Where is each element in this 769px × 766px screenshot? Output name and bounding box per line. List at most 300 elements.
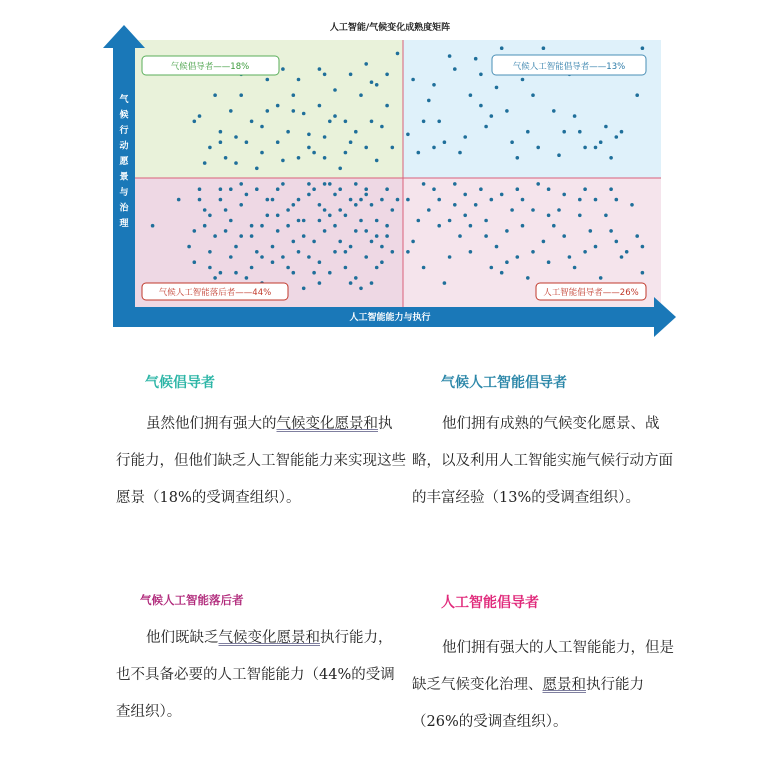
data-point xyxy=(219,198,223,202)
data-point xyxy=(354,203,358,207)
data-point xyxy=(328,120,332,124)
data-point xyxy=(417,219,421,223)
data-point xyxy=(364,229,368,233)
chart-title: 人工智能/气候变化成熟度矩阵 xyxy=(329,23,451,33)
data-point xyxy=(292,271,296,275)
data-point xyxy=(276,187,280,191)
body-text: 他们拥有成熟的气候变化愿景、战略，以及利用人工智能实施气候行动方面的丰富经验（13%的受调查组织）。 xyxy=(412,416,673,506)
data-point xyxy=(281,67,285,71)
data-point xyxy=(443,140,447,144)
data-point xyxy=(589,229,593,233)
data-point xyxy=(453,67,457,71)
data-point xyxy=(307,193,311,197)
data-point xyxy=(260,151,264,155)
data-point xyxy=(609,156,613,160)
data-point xyxy=(297,250,301,254)
data-point xyxy=(266,109,270,113)
section-ai-climate-leaders xyxy=(441,372,721,392)
data-point xyxy=(380,125,384,129)
data-point xyxy=(245,193,249,197)
data-point xyxy=(292,109,296,113)
data-point xyxy=(193,120,197,124)
data-point xyxy=(552,109,556,113)
data-point xyxy=(286,266,290,270)
data-point xyxy=(312,187,316,191)
section-title: 气候倡导者 xyxy=(145,375,215,391)
section-ai-leaders-body xyxy=(412,630,674,741)
data-point xyxy=(375,266,379,270)
body-emphasis: 愿景和 xyxy=(542,677,586,693)
data-point xyxy=(354,182,358,186)
data-point xyxy=(281,159,285,163)
data-point xyxy=(312,151,316,155)
body-text-rest: 执行能力，但他们缺乏人工智能能力来实现这些愿景（18%的受调查组织）。 xyxy=(116,416,406,506)
data-point xyxy=(380,260,384,264)
data-point xyxy=(318,219,322,223)
x-axis-label: 人工智能能力与执行 xyxy=(349,313,431,323)
data-point xyxy=(286,224,290,228)
data-point xyxy=(219,130,223,134)
data-point xyxy=(359,93,363,97)
data-point xyxy=(437,120,441,124)
data-point xyxy=(151,224,155,228)
data-point xyxy=(521,224,525,228)
data-point xyxy=(495,86,499,90)
data-point xyxy=(375,234,379,238)
data-point xyxy=(281,182,285,186)
data-point xyxy=(229,109,233,113)
data-point xyxy=(250,224,254,228)
data-point xyxy=(302,112,306,116)
data-point xyxy=(526,276,530,280)
data-point xyxy=(323,73,327,77)
data-point xyxy=(547,260,551,264)
data-point xyxy=(479,187,483,191)
data-point xyxy=(307,255,311,259)
data-point xyxy=(292,240,296,244)
data-point xyxy=(604,125,608,129)
data-point xyxy=(255,167,259,171)
data-point xyxy=(286,130,290,134)
data-point xyxy=(370,281,374,285)
section-title: 气候人工智能落后者 xyxy=(140,593,244,607)
data-point xyxy=(474,203,478,207)
data-point xyxy=(380,245,384,249)
data-point xyxy=(333,88,337,92)
data-point xyxy=(297,198,301,202)
data-point xyxy=(271,198,275,202)
section-ai-climate-leaders-body xyxy=(412,406,674,517)
data-point xyxy=(406,198,410,202)
data-point xyxy=(557,153,561,157)
data-point xyxy=(224,229,228,233)
data-point xyxy=(396,198,400,202)
data-point xyxy=(458,234,462,238)
label-climate-leaders: 气候倡导者——18% xyxy=(170,62,250,72)
data-point xyxy=(505,109,509,113)
data-point xyxy=(312,240,316,244)
data-point xyxy=(260,255,264,259)
data-point xyxy=(484,234,488,238)
data-point xyxy=(604,214,608,218)
data-point xyxy=(427,208,431,212)
data-point xyxy=(302,219,306,223)
data-point xyxy=(411,240,415,244)
data-point xyxy=(432,146,436,150)
data-point xyxy=(286,208,290,212)
data-point xyxy=(318,67,322,71)
data-point xyxy=(375,83,379,87)
data-point xyxy=(490,266,494,270)
data-point xyxy=(385,187,389,191)
data-point xyxy=(271,245,275,249)
data-point xyxy=(609,229,613,233)
data-point xyxy=(542,240,546,244)
data-point xyxy=(406,250,410,254)
data-point xyxy=(406,133,410,137)
data-point xyxy=(208,266,212,270)
data-point xyxy=(422,120,426,124)
data-point xyxy=(531,208,535,212)
data-point xyxy=(239,182,243,186)
data-point xyxy=(599,140,603,144)
data-point xyxy=(338,208,342,212)
data-point xyxy=(463,193,467,197)
data-point xyxy=(219,187,223,191)
data-point xyxy=(276,214,280,218)
data-point xyxy=(562,130,566,134)
data-point xyxy=(573,266,577,270)
data-point xyxy=(338,240,342,244)
data-point xyxy=(307,133,311,137)
body-text: 他们拥有强大的人工智能能力，但是缺乏气候变化治理、 xyxy=(412,640,674,693)
section-body xyxy=(116,620,406,731)
data-point xyxy=(635,93,639,97)
data-point xyxy=(463,135,467,139)
data-point xyxy=(594,146,598,150)
data-point xyxy=(385,73,389,77)
data-point xyxy=(292,203,296,207)
data-point xyxy=(531,93,535,97)
body-text: 虽然他们拥有强大的 xyxy=(146,416,277,432)
data-point xyxy=(177,198,181,202)
data-point xyxy=(260,224,264,228)
data-point xyxy=(370,203,374,207)
data-point xyxy=(453,182,457,186)
data-point xyxy=(266,214,270,218)
data-point xyxy=(609,187,613,191)
label-ai-climate-laggards: 气候人工智能落后者——44% xyxy=(158,288,272,298)
data-point xyxy=(198,187,202,191)
data-point xyxy=(594,245,598,249)
data-point xyxy=(203,161,207,165)
data-point xyxy=(239,93,243,97)
data-point xyxy=(364,62,368,66)
data-point xyxy=(245,140,249,144)
data-point xyxy=(349,140,353,144)
data-point xyxy=(333,250,337,254)
data-point xyxy=(432,187,436,191)
data-point xyxy=(344,151,348,155)
section-ai-climate-laggards xyxy=(140,592,400,608)
data-point xyxy=(526,130,530,134)
data-point xyxy=(229,219,233,223)
data-point xyxy=(359,287,363,291)
data-point xyxy=(552,224,556,228)
data-point xyxy=(443,281,447,285)
data-point xyxy=(266,78,270,82)
data-point xyxy=(630,203,634,207)
data-point xyxy=(364,193,368,197)
data-point xyxy=(500,46,504,50)
data-point xyxy=(344,120,348,124)
data-point xyxy=(344,250,348,254)
data-point xyxy=(531,250,535,254)
y-axis-bar xyxy=(113,46,135,326)
data-point xyxy=(354,229,358,233)
data-point xyxy=(318,260,322,264)
data-point xyxy=(500,193,504,197)
data-point xyxy=(224,208,228,212)
data-point xyxy=(234,135,238,139)
data-point xyxy=(359,219,363,223)
data-point xyxy=(536,146,540,150)
data-point xyxy=(625,250,629,254)
data-point xyxy=(213,234,217,238)
data-point xyxy=(219,140,223,144)
data-point xyxy=(547,214,551,218)
data-point xyxy=(198,198,202,202)
data-point xyxy=(370,80,374,84)
data-point xyxy=(380,198,384,202)
data-point xyxy=(391,208,395,212)
x-axis-arrow-head xyxy=(654,297,676,337)
data-point xyxy=(307,182,311,186)
body-text-rest: 执行能力（26%的受调查组织）。 xyxy=(412,677,644,730)
body-emphasis: 气候变化愿景和 xyxy=(276,416,378,432)
data-point xyxy=(463,214,467,218)
data-point xyxy=(323,229,327,233)
data-point xyxy=(229,187,233,191)
data-point xyxy=(599,276,603,280)
data-point xyxy=(385,224,389,228)
data-point xyxy=(250,120,254,124)
data-point xyxy=(213,276,217,280)
data-point xyxy=(583,250,587,254)
data-point xyxy=(615,135,619,139)
section-title: 气候人工智能倡导者 xyxy=(441,375,567,391)
data-point xyxy=(536,182,540,186)
section-climate-leaders xyxy=(145,372,405,392)
data-point xyxy=(578,214,582,218)
data-point xyxy=(234,245,238,249)
data-point xyxy=(302,287,306,291)
data-point xyxy=(615,240,619,244)
data-point xyxy=(391,146,395,150)
data-point xyxy=(547,187,551,191)
data-point xyxy=(484,125,488,129)
data-point xyxy=(437,224,441,228)
data-point xyxy=(208,146,212,150)
data-point xyxy=(375,219,379,223)
data-point xyxy=(490,198,494,202)
data-point xyxy=(224,156,228,160)
data-point xyxy=(495,245,499,249)
data-point xyxy=(276,229,280,233)
data-point xyxy=(271,260,275,264)
data-point xyxy=(354,276,358,280)
data-point xyxy=(573,114,577,118)
data-point xyxy=(208,214,212,218)
body-emphasis: 气候变化愿景和 xyxy=(218,630,320,646)
data-point xyxy=(318,281,322,285)
data-point xyxy=(292,93,296,97)
data-point xyxy=(542,46,546,50)
data-point xyxy=(391,250,395,254)
data-point xyxy=(385,234,389,238)
data-point xyxy=(234,161,238,165)
data-point xyxy=(505,229,509,233)
data-point xyxy=(448,54,452,58)
data-point xyxy=(203,224,207,228)
data-point xyxy=(349,245,353,249)
data-point xyxy=(641,271,645,275)
data-point xyxy=(469,224,473,228)
data-point xyxy=(458,151,462,155)
data-point xyxy=(422,266,426,270)
data-point xyxy=(323,156,327,160)
data-point xyxy=(516,255,520,259)
data-point xyxy=(364,255,368,259)
data-point xyxy=(344,214,348,218)
section-body xyxy=(412,630,674,741)
data-point xyxy=(239,203,243,207)
data-point xyxy=(318,104,322,108)
data-point xyxy=(557,208,561,212)
section-title: 人工智能倡导者 xyxy=(441,595,539,611)
data-point xyxy=(349,198,353,202)
data-point xyxy=(583,146,587,150)
data-point xyxy=(469,93,473,97)
data-point xyxy=(328,271,332,275)
data-point xyxy=(297,156,301,160)
data-point xyxy=(193,229,197,233)
section-body xyxy=(116,406,406,517)
data-point xyxy=(198,114,202,118)
data-point xyxy=(490,114,494,118)
data-point xyxy=(328,182,332,186)
data-point xyxy=(516,187,520,191)
data-point xyxy=(333,193,337,197)
data-point xyxy=(411,78,415,82)
maturity-matrix-chart xyxy=(0,0,769,345)
data-point xyxy=(562,193,566,197)
data-point xyxy=(364,187,368,191)
data-point xyxy=(375,159,379,163)
data-point xyxy=(385,104,389,108)
data-point xyxy=(615,198,619,202)
data-point xyxy=(349,73,353,77)
data-point xyxy=(641,46,645,50)
data-point xyxy=(510,140,514,144)
data-point xyxy=(474,57,478,61)
data-point xyxy=(187,245,191,249)
data-point xyxy=(297,219,301,223)
data-point xyxy=(521,78,525,82)
section-ai-climate-laggards-body xyxy=(116,620,406,731)
data-point xyxy=(479,73,483,77)
data-point xyxy=(213,93,217,97)
section-climate-leaders-body xyxy=(116,406,406,517)
data-point xyxy=(245,276,249,280)
label-ai-leaders: 人工智能倡导者——26% xyxy=(543,288,639,298)
data-point xyxy=(364,146,368,150)
data-point xyxy=(359,198,363,202)
data-point xyxy=(448,255,452,259)
data-point xyxy=(260,125,264,129)
data-point xyxy=(276,140,280,144)
data-point xyxy=(641,245,645,249)
data-point xyxy=(328,214,332,218)
data-point xyxy=(318,203,322,207)
data-point xyxy=(344,266,348,270)
data-point xyxy=(516,156,520,160)
data-point xyxy=(229,255,233,259)
data-point xyxy=(333,114,337,118)
data-point xyxy=(594,198,598,202)
data-point xyxy=(312,271,316,275)
data-point xyxy=(422,182,426,186)
data-point xyxy=(484,219,488,223)
data-point xyxy=(432,83,436,87)
data-point xyxy=(255,187,259,191)
data-point xyxy=(349,281,353,285)
data-point xyxy=(354,130,358,134)
data-point xyxy=(521,198,525,202)
data-point xyxy=(578,198,582,202)
data-point xyxy=(583,187,587,191)
data-point xyxy=(469,250,473,254)
data-point xyxy=(417,151,421,155)
data-point xyxy=(255,250,259,254)
data-point xyxy=(500,271,504,275)
data-point xyxy=(302,234,306,238)
y-axis-label: 气候行动愿景与治理 xyxy=(119,95,129,229)
section-ai-leaders xyxy=(441,592,701,612)
data-point xyxy=(635,234,639,238)
data-point xyxy=(323,135,327,139)
data-point xyxy=(281,255,285,259)
body-text-rest: 执行能力，也不具备必要的人工智能能力（44%的受调查组织）。 xyxy=(116,630,395,720)
data-point xyxy=(323,208,327,212)
y-axis-arrow-head xyxy=(103,25,145,48)
data-point xyxy=(505,260,509,264)
data-point xyxy=(568,255,572,259)
data-point xyxy=(453,203,457,207)
data-point xyxy=(208,250,212,254)
data-point xyxy=(562,234,566,238)
label-ai-climate-leaders: 气候人工智能倡导者——13% xyxy=(512,62,626,72)
data-point xyxy=(307,146,311,150)
data-point xyxy=(448,219,452,223)
data-point xyxy=(437,198,441,202)
data-point xyxy=(370,240,374,244)
data-point xyxy=(427,99,431,103)
data-point xyxy=(266,198,270,202)
data-point xyxy=(338,187,342,191)
data-point xyxy=(250,266,254,270)
body-text: 他们既缺乏 xyxy=(146,630,219,646)
